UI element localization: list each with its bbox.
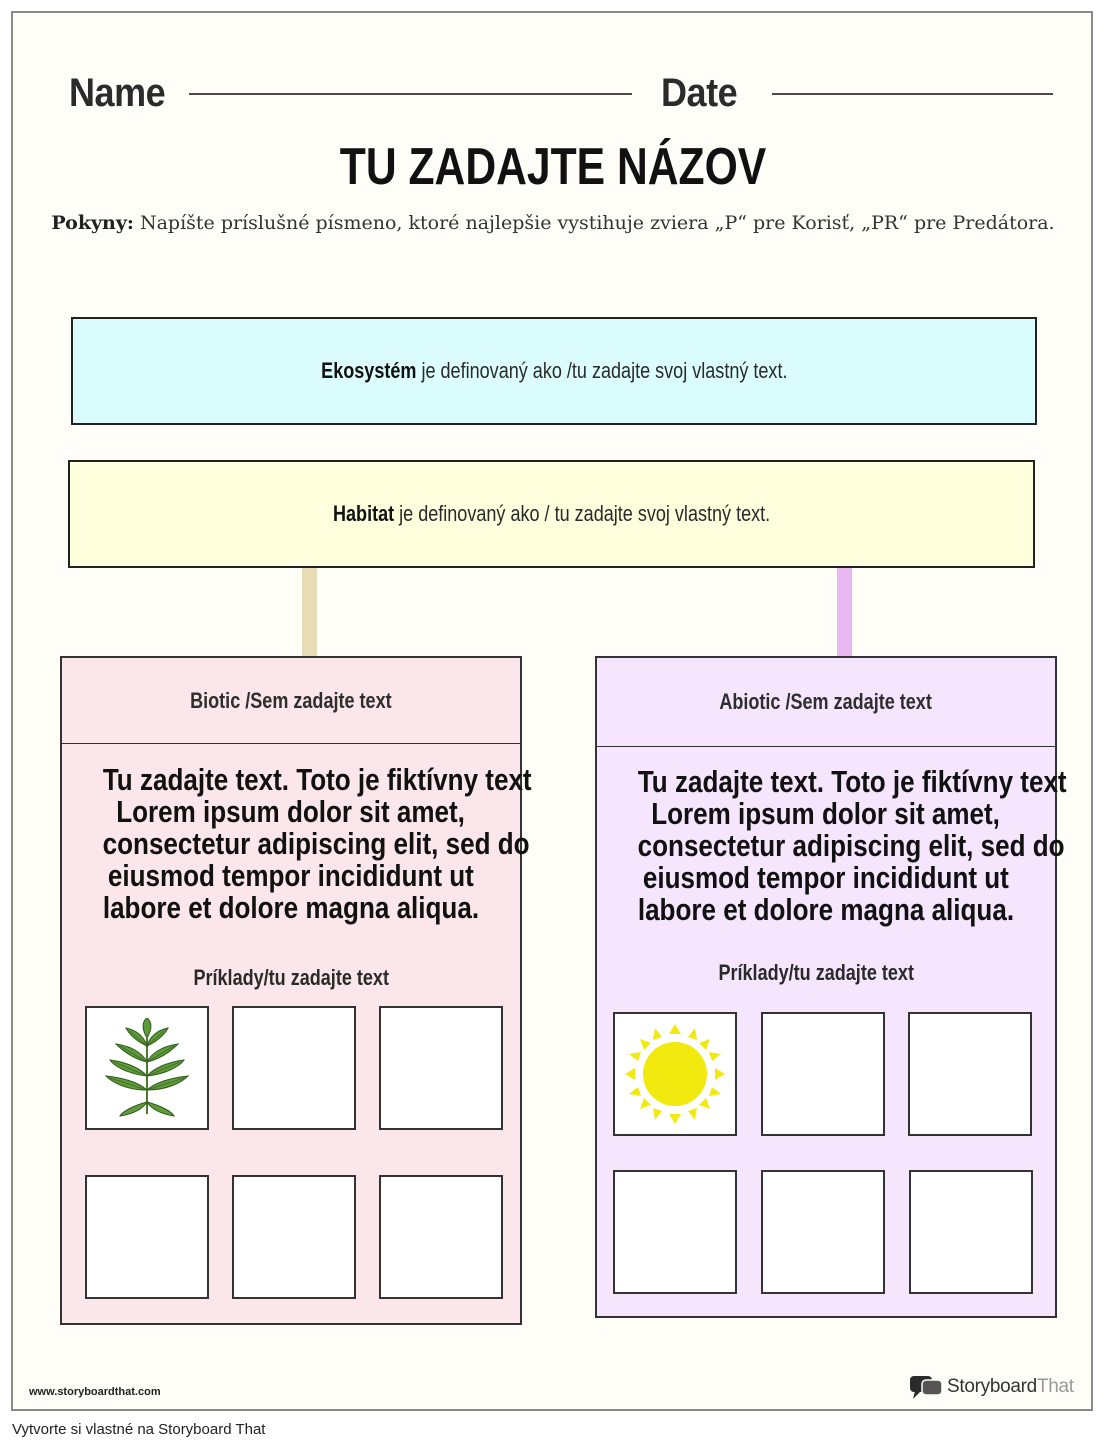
abiotic-body-line: labore et dolore magna aliqua. [637,892,1015,927]
page-caption: Vytvorte si vlastné na Storyboard That [12,1421,266,1438]
logo-accent: That [1036,1376,1074,1397]
date-label: Date [661,71,738,115]
instructions-label: Pokyny: [51,212,134,234]
logo-main: Storyboard [947,1376,1037,1397]
name-label: Name [69,71,166,115]
abiotic-example-cell[interactable] [613,1012,737,1136]
abiotic-heading-text: Abiotic /Sem zadajte text [719,689,933,714]
biotic-examples-label [62,965,520,991]
abiotic-heading [597,658,1055,747]
worksheet [11,11,1093,1411]
abiotic-examples-text: Príklady/tu zadajte text [718,960,914,985]
abiotic-body-line: consectetur adipiscing elit, sed do [637,828,1065,863]
page-title [13,137,1093,197]
logo-text [947,1376,1074,1398]
abiotic-body-line: eiusmod tempor incididunt ut [642,860,1010,895]
biotic-example-cell[interactable] [379,1175,503,1299]
name-line [189,93,632,95]
habitat-definition-box [68,460,1035,568]
biotic-example-cell[interactable] [232,1175,356,1299]
abiotic-example-cell[interactable] [761,1170,885,1294]
ecosystem-definition [321,358,787,384]
instructions-text: Napíšte príslušné písmeno, ktoré najlepšie vystihuje zviera „P“ pre Korisť, „PR“ pre Predátora. [133,212,1055,234]
abiotic-example-cell[interactable] [909,1170,1033,1294]
storyboardthat-logo[interactable] [909,1374,1074,1400]
abiotic-connector [837,568,852,658]
biotic-example-cell[interactable] [85,1175,209,1299]
biotic-heading-text: Biotic /Sem zadajte text [190,687,392,713]
biotic-heading [62,658,520,744]
abiotic-body-line: Tu zadajte text. Toto je fiktívny text [637,764,1067,799]
biotic-example-cell[interactable] [232,1006,356,1130]
speech-bubbles-icon [909,1374,943,1400]
date-line [772,93,1053,95]
biotic-body-line: Lorem ipsum dolor sit amet, [116,794,466,829]
abiotic-example-cell[interactable] [613,1170,737,1294]
habitat-text: je definovaný ako / tu zadajte svoj vlastný text. [394,501,771,526]
biotic-panel [60,656,532,1325]
instructions [13,212,1093,234]
abiotic-example-cell[interactable] [908,1012,1032,1136]
habitat-definition [333,501,770,527]
abiotic-body [597,764,1067,927]
abiotic-example-cell[interactable] [761,1012,885,1136]
biotic-connector [302,568,317,658]
footer-url[interactable]: www.storyboardthat.com [29,1386,161,1398]
biotic-examples-text: Príklady/tu zadajte text [193,965,389,990]
biotic-body-line: Tu zadajte text. Toto je fiktívny text [102,762,532,797]
plant-icon [102,1018,192,1118]
biotic-example-cell[interactable] [379,1006,503,1130]
biotic-example-cell[interactable] [85,1006,209,1130]
ecosystem-text: je definovaný ako /tu zadajte svoj vlastný text. [416,358,788,383]
habitat-term: Habitat [332,501,395,526]
biotic-body [62,762,532,925]
ecosystem-term: Ekosystém [320,358,417,383]
biotic-body-line: consectetur adipiscing elit, sed do [102,826,530,861]
page-title-text: TU ZADAJTE NÁZOV [339,138,767,196]
abiotic-examples-label [577,960,1055,986]
biotic-body-line: eiusmod tempor incididunt ut [107,858,475,893]
abiotic-body-line: Lorem ipsum dolor sit amet, [651,796,1001,831]
abiotic-panel [595,656,1067,1318]
sun-icon [625,1024,725,1124]
biotic-body-line: labore et dolore magna aliqua. [102,890,480,925]
ecosystem-definition-box [71,317,1037,425]
